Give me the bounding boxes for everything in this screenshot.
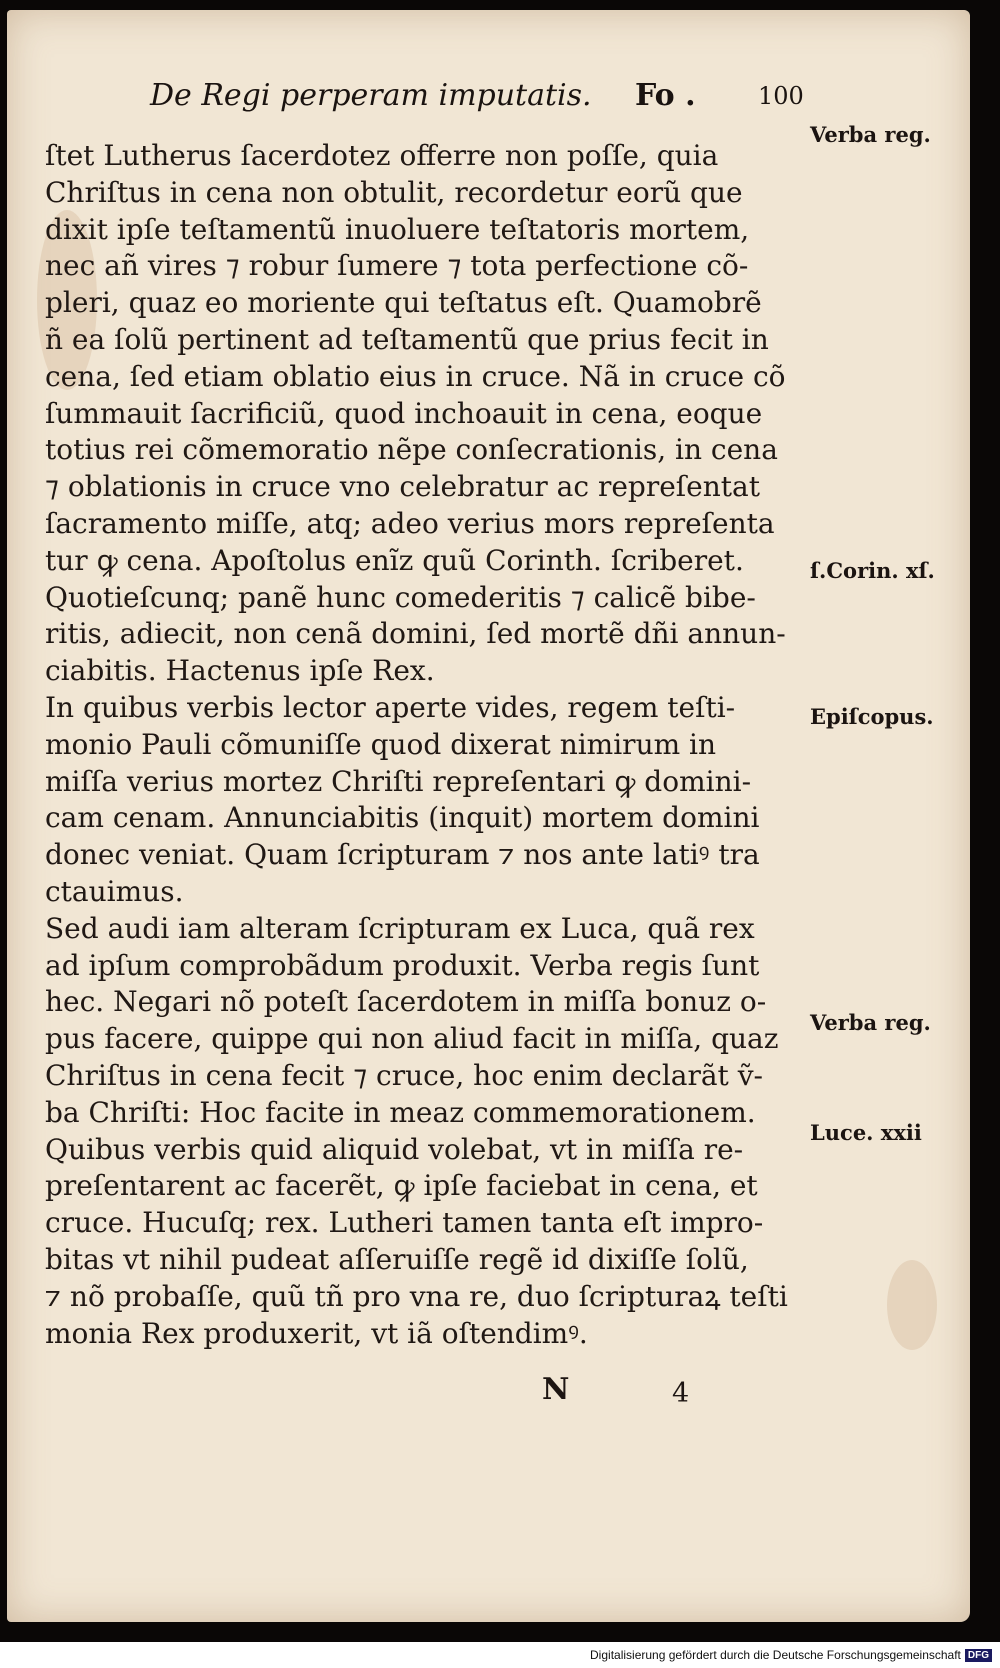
text-line: ñ ea ſolũ pertinent ad teſtamentũ que prius fecit in <box>45 322 769 356</box>
folio-label: Fo . <box>635 78 696 113</box>
margin-note: Luce. xxii <box>810 1120 922 1145</box>
text-line: ſacramento miſſe, atq; adeo verius mors repreſenta <box>45 506 775 540</box>
text-line: ſtet Lutherus ſacerdotez offerre non poſſe, quia <box>45 139 719 172</box>
text-line: Chriſtus in cena non obtulit, recordetur eorũ que <box>45 175 743 209</box>
margin-note: ſ.Corin. xſ. <box>810 558 935 583</box>
digitization-credit <box>590 1648 992 1662</box>
text-line: ⁊ nõ probaſſe, quũ tñ pro vna re, duo ſcripturaꝝ teſti <box>45 1279 788 1313</box>
text-line: hec. Negari nõ poteſt ſacerdotem in miſſa bonuz o- <box>45 985 767 1019</box>
text-line: monia Rex produxerit, vt iã oſtendimꝰ. <box>45 1316 588 1350</box>
text-line: Quotieſcunq; panẽ hunc comederitis ⁊ calicẽ bibe- <box>45 580 756 614</box>
text-line: Sed audi iam alteram ſcripturam ex Luca, quã rex <box>45 911 755 945</box>
text-line: ctauimus. <box>45 874 184 908</box>
credit-text: Digitalisierung gefördert durch die Deutsche Forschungsgemeinschaft <box>590 1648 961 1662</box>
margin-note: Epiſcopus. <box>810 704 934 729</box>
text-line: ba Chriſti: Hoc facite in meaz commemorationem. <box>45 1095 756 1129</box>
text-line: pleri, quaz eo moriente qui teſtatus eſt. Quamobrẽ <box>45 286 762 320</box>
text-line: Quibus verbis quid aliquid volebat, vt in miſſa re- <box>45 1132 744 1166</box>
text-line: preſentarent ac facerẽt, ꝙ ipſe faciebat in cena, et <box>45 1169 758 1203</box>
text-line: donec veniat. Quam ſcripturam ⁊ nos ante latiꝰ tra <box>45 838 760 872</box>
running-title: De Regi perperam imputatis. <box>150 78 592 113</box>
text-line: dixit ipſe teſtamentũ inuoluere teſtatoris mortem, <box>45 212 750 246</box>
text-line: pus facere, quippe qui non aliud facit in miſſa, quaz <box>45 1022 779 1056</box>
main-text-block <box>45 138 815 1352</box>
text-line: totius rei cõmemoratio nẽpe conſecrationis, in cena <box>45 433 778 467</box>
text-line: In quibus verbis lector aperte vides, regem teſti- <box>45 690 736 724</box>
text-line: ⁊ oblationis in cruce vno celebratur ac repreſentat <box>45 470 760 504</box>
text-line: Chriſtus in cena fecit ⁊ cruce, hoc enim declarãt ṽ- <box>45 1058 763 1092</box>
text-line: cena, ſed etiam oblatio eius in cruce. Nã in cruce cõ <box>45 359 786 393</box>
catchword: N <box>542 1372 570 1407</box>
text-line: ciabitis. Hactenus ipſe Rex. <box>45 654 435 688</box>
signature-mark: 4 <box>672 1378 690 1409</box>
paper-stain <box>887 1260 937 1350</box>
text-line: miſſa verius mortez Chriſti repreſentari ꝙ domini- <box>45 764 752 798</box>
text-line: cam cenam. Annunciabitis (inquit) mortem domini <box>45 801 760 835</box>
text-line: tur ꝙ cena. Apoſtolus enĩz quũ Corinth. ſcriberet. <box>45 543 744 577</box>
running-head <box>150 78 810 118</box>
text-line: nec añ vires ⁊ robur ſumere ⁊ tota perfectione cõ- <box>45 249 749 283</box>
text-line: ad ipſum comprobãdum produxit. Verba regis ſunt <box>45 948 760 982</box>
folio-number: 100 <box>758 82 804 110</box>
text-line: cruce. Hucuſq; rex. Lutheri tamen tanta eſt impro- <box>45 1206 764 1240</box>
margin-note: Verba reg. <box>810 1010 931 1035</box>
text-line: ritis, adiecit, non cenã domini, ſed mortẽ dñi annun- <box>45 617 786 651</box>
dfg-logo: DFG <box>965 1649 992 1662</box>
margin-note: Verba reg. <box>810 122 931 147</box>
text-line: bitas vt nihil pudeat aſſeruiſſe regẽ id dixiſſe ſolũ, <box>45 1242 749 1276</box>
text-line: monio Pauli cõmuniſſe quod dixerat nimirum in <box>45 727 717 761</box>
text-line: ſummauit ſacrificiũ, quod inchoauit in cena, eoque <box>45 396 763 430</box>
